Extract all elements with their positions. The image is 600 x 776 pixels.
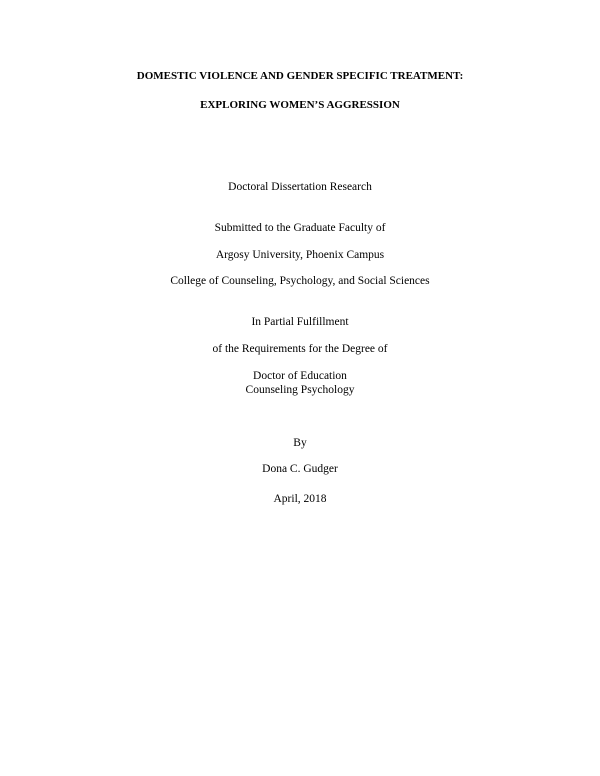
submitted-to: Submitted to the Graduate Faculty of [214, 222, 386, 234]
fulfillment-line-2: of the Requirements for the Degree of [212, 343, 388, 355]
by-label: By [293, 437, 307, 449]
author-name: Dona C. Gudger [262, 463, 338, 475]
document-type: Doctoral Dissertation Research [228, 181, 372, 193]
university: Argosy University, Phoenix Campus [215, 249, 385, 261]
degree: Doctor of Education [253, 370, 347, 382]
college: College of Counseling, Psychology, and Social Sciences [170, 275, 430, 287]
title-line-2: EXPLORING WOMEN’S AGGRESSION [200, 99, 400, 111]
title-line-1: DOMESTIC VIOLENCE AND GENDER SPECIFIC TREATMENT: [136, 70, 464, 82]
submission-date: April, 2018 [273, 493, 327, 505]
field-of-study: Counseling Psychology [245, 384, 355, 396]
fulfillment-line-1: In Partial Fulfillment [251, 316, 349, 328]
